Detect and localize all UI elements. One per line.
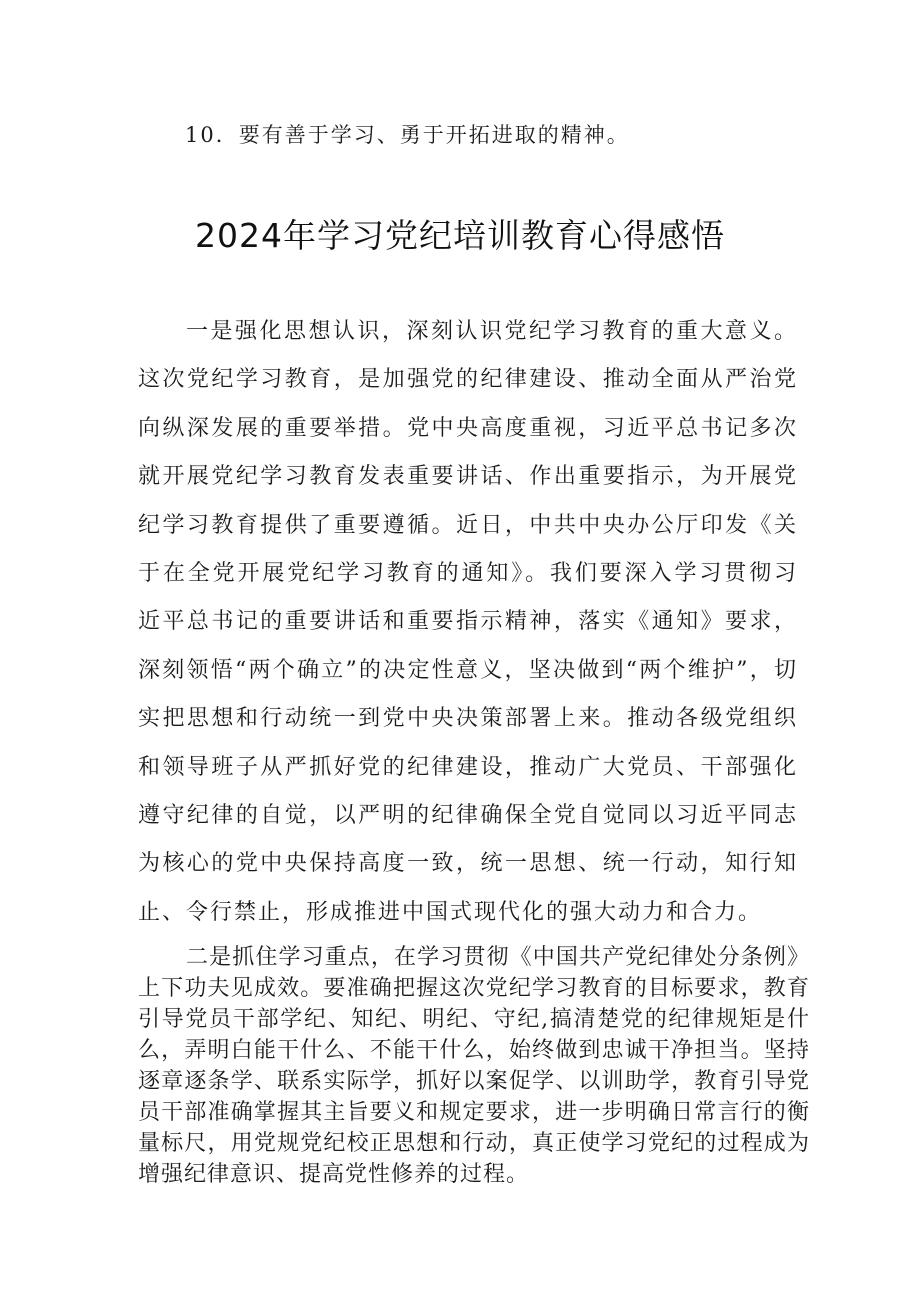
document-title: 2024年学习党纪培训教育心得感悟 bbox=[195, 216, 725, 255]
body-paragraph-1: 一是强化思想认识，深刻认识党纪学习教育的重大意义。这次党纪学习教育，是加强党的纪律建设、推动全面从严治党向纵深发展的重要举措。党中央高度重视，习近平总书记多次就开展党纪学习教育发表重要讲话、作出重要指示，为开展党纪学习教育提供了重要遵循。近日，中共中央办公厅印发《关于在全党开展党纪学习教育的通知》。我们要深入学习贯彻习近平总书记的重要讲话和重要指示精神，落实《通知》要求，深刻领悟“两个确立”的决定性意义，坚决做到“两个维护”，切实把思想和行动统一到党中央决策部署上来。推动各级党组织和领导班子从严抓好党的纪律建设，推动广大党员、干部强化遵守纪律的自觉，以严明的纪律确保全党自觉同以习近平同志为核心的党中央保持高度一致，统一思想、统一行动，知行知止、令行禁止，形成推进中国式现代化的强大动力和合力。 bbox=[138, 319, 798, 925]
previous-list-item: 10．要有善于学习、勇于开拓进取的精神。 bbox=[185, 123, 630, 147]
body-paragraph-2: 二是抓住学习重点，在学习贯彻《中国共产党纪律处分条例》上下功夫见成效。要准确把握这次党纪学习教育的目标要求，教育引导党员干部学纪、知纪、明纪、守纪,搞清楚党的纪律规矩是什么，弄明白能干什么、不能干什么，始终做到忠诚干净担当。坚持逐章逐条学、联系实际学，抓好以案促学、以训助学，教育引导党员干部准确掌握其主旨要义和规定要求，进一步明确日常言行的衡量标尺，用党规党纪校正思想和行动，真正使学习党纪的过程成为增强纪律意识、提高党性修养的过程。 bbox=[138, 945, 810, 1187]
